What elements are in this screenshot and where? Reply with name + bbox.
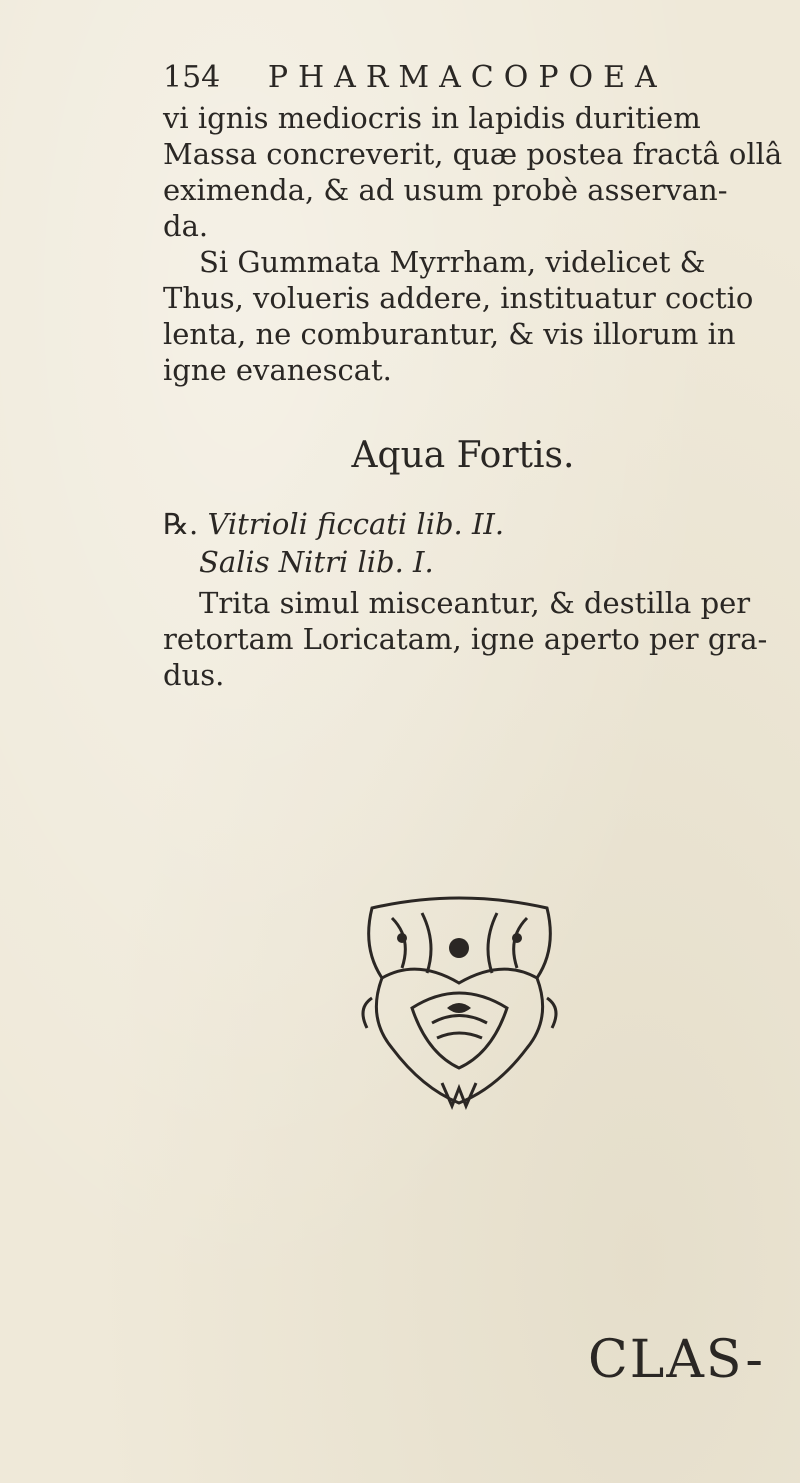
body-text: [163, 100, 785, 388]
page-number: 154: [163, 60, 221, 95]
running-title: PHARMACOPOEA: [267, 60, 667, 95]
tailpiece-ornament-icon: [352, 888, 567, 1113]
recipe-symbol: ℞.: [163, 507, 199, 541]
text-line: retortam Loricatam, igne aperto per gra-: [163, 622, 768, 656]
text-line: Trita simul misceantur, & destilla per: [199, 586, 751, 620]
recipe-line: [163, 505, 785, 543]
recipe-block: [163, 505, 785, 581]
running-header: [163, 60, 683, 95]
text-line: dus.: [163, 658, 225, 692]
text-line: lenta, ne comburantur, & vis illorum in: [163, 317, 736, 351]
ingredient-1: Vitrioli ficcati lib. II.: [207, 507, 505, 541]
text-line: eximenda, & ad usum probè asservan-: [163, 173, 728, 207]
text-line: da.: [163, 209, 209, 243]
ingredient-2: Salis Nitri lib. I.: [199, 545, 434, 579]
text-line: vi ignis mediocris in lapidis duritiem: [163, 101, 701, 135]
catchword: CLAS-: [588, 1330, 765, 1390]
section-heading: Aqua Fortis.: [351, 435, 575, 476]
instructions-text: [163, 585, 785, 693]
text-line: Si Gummata Myrrham, videlicet &: [199, 245, 706, 279]
text-line: igne evanescat.: [163, 353, 392, 387]
text-line: Massa concreverit, quæ postea fractâ ollâ: [163, 137, 783, 171]
text-line: Thus, volueris addere, instituatur coctio: [163, 281, 754, 315]
